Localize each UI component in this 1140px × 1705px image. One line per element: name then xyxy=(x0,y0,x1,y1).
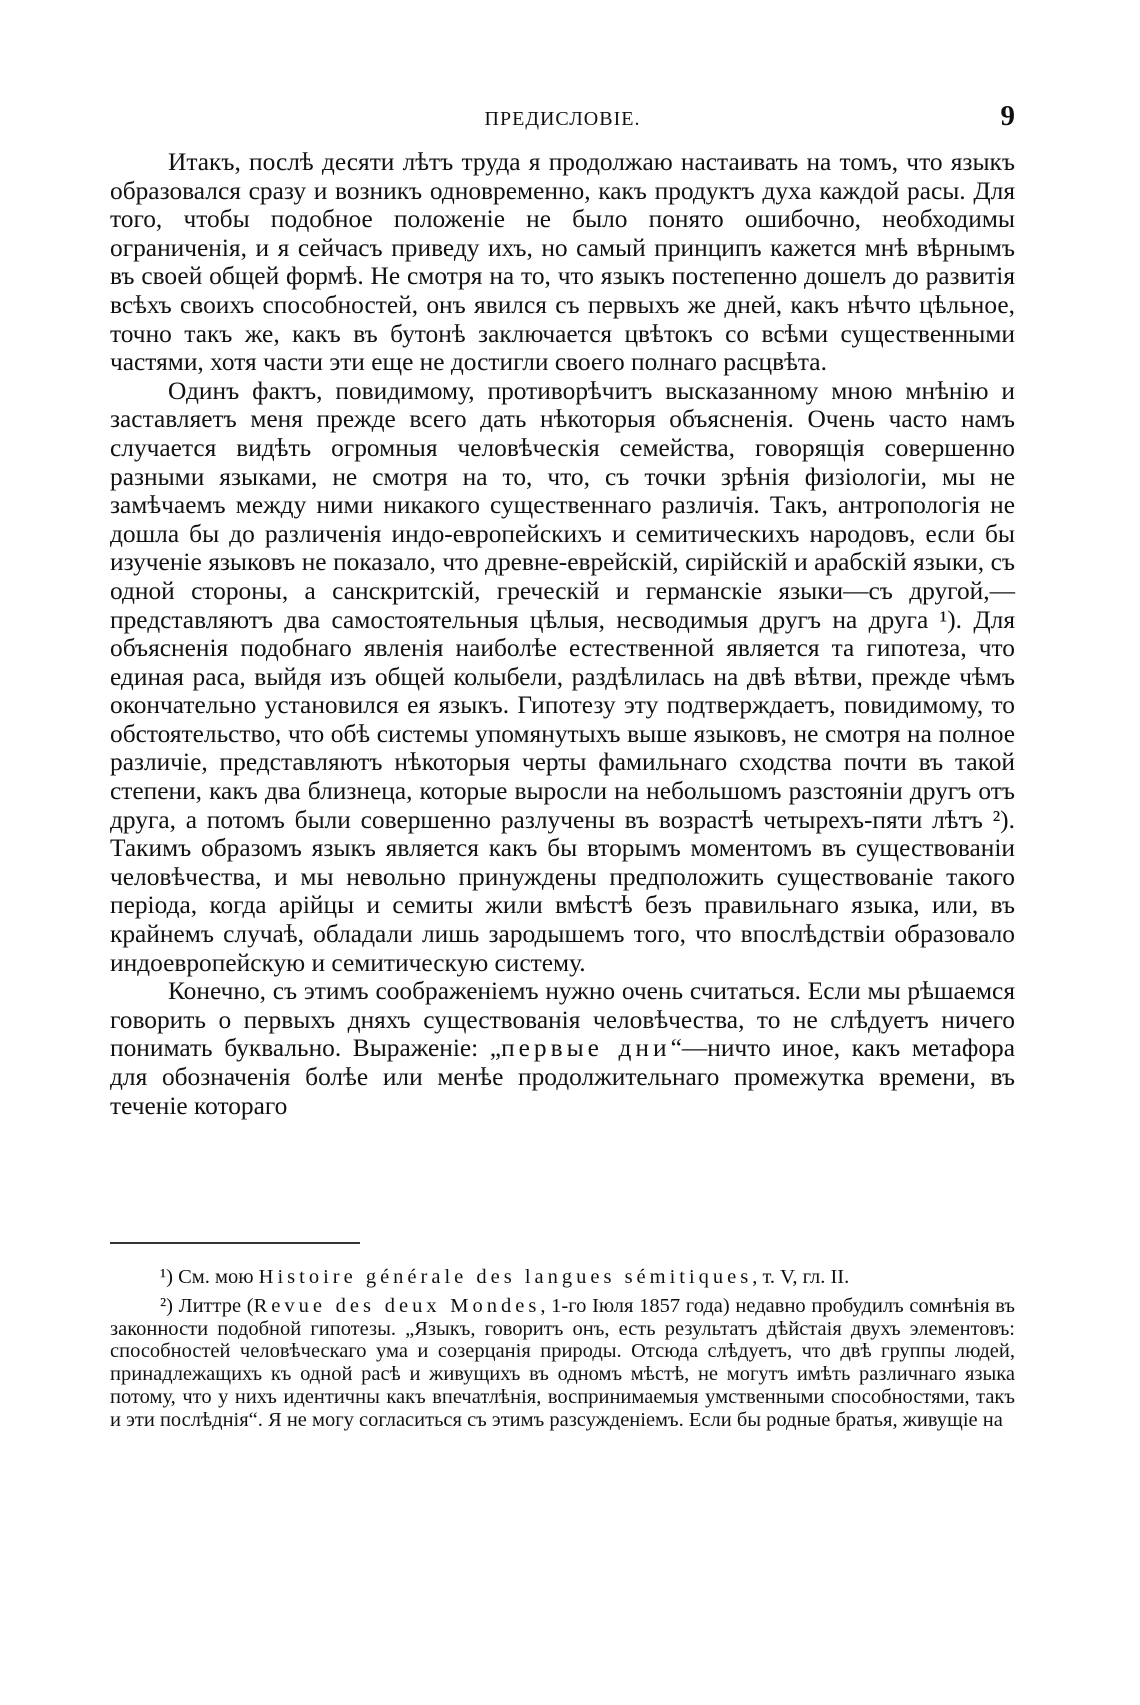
running-title: ПРЕДИСЛОВІЕ. xyxy=(484,108,641,130)
paragraph-2: Одинъ фактъ, повидимому, противорѣчитъ высказанному мною мнѣнію и заставляетъ меня прежде всего дать нѣкоторыя объясненія. Очень часто намъ случается видѣть огромныя человѣческія семейства, говорящія совершенно разными языками, не смотря на то, что, съ точки зрѣнія физіологіи, мы не замѣчаемъ между ними никакого существеннаго различія. Такъ, антропологія не дошла бы до различенія индо-европейскихъ и семитическихъ народовъ, если бы изученіе языковъ не показало, что древне-еврейскій, сирійскій и арабскій языки, съ одной стороны, а санскритскій, греческій и германскіе языки—съ другой,—представляютъ два самостоятельныя цѣлыя, несводимыя другъ на друга ¹). Для объясненія подобнаго явленія наиболѣе естественной является та гипотеза, что единая раса, выйдя изъ общей колыбели, раздѣлилась на двѣ вѣтви, прежде чѣмъ окончательно установился ея языкъ. Гипотезу эту подтверждаетъ, повидимому, то обстоятельство, что обѣ системы упомянутыхъ выше языковъ, не смотря на полное различіе, представляютъ нѣкоторыя черты фамильнаго сходства почти въ такой степени, какъ два близнеца, которые выросли на небольшомъ разстояніи другъ отъ друга, а потомъ были совершенно разлучены въ возрастѣ четырехъ-пяти лѣтъ ²). Такимъ образомъ языкъ является какъ бы вторымъ моментомъ въ существованіи человѣчества, и мы невольно принуждены предположить существованіе такого періода, когда арійцы и семиты жили вмѣстѣ безъ правильнаго языка, или, въ крайнемъ случаѣ, обладали лишь зародышемъ того, что впослѣдствіи образовало индоевропейскую и семитическую систему. xyxy=(110,376,1015,977)
paragraph-3 xyxy=(110,977,1015,1120)
paragraph-3-text-start: Конечно, съ этимъ соображеніемъ нужно очень считаться. Если мы рѣшаемся говорить о первыхъ дняхъ существованія человѣчества, то не слѣдуетъ ничего понимать буквально. Выраженіе: „ xyxy=(110,977,1015,1063)
footnote-2-text-start: ²) Литтре ( xyxy=(160,1294,254,1317)
footnote-rule xyxy=(110,1242,360,1244)
footnote-1-book-title: Histoire générale des langues sémitiques xyxy=(258,1266,753,1288)
page-number: 9 xyxy=(1000,100,1015,132)
footnote-2 xyxy=(110,1295,1015,1432)
running-head xyxy=(110,100,1015,140)
footnote-1-text-start: ¹) См. мою xyxy=(160,1266,259,1288)
footnote-2-journal-title: Revue des deux Mondes xyxy=(253,1294,541,1317)
footnote-2-text-end: , 1-го Іюля 1857 года) недавно пробудилъ сомнѣнія въ законности подобной гипотезы. „Языкъ, говоритъ онъ, есть результатъ дѣйстаія двухъ элементовъ: способностей человѣческаго ума и созерцанія природы. Отсюда слѣдуетъ, что двѣ группы людей, принадлежащихъ къ одной расѣ и живущихъ въ одномъ мѣстѣ, не могутъ имѣть различнаго языка потому, что у нихъ идентичны какъ впечатлѣнія, воспринимаемыя умственными способностями, такъ и эти послѣднія“. Я не могу согласиться съ этимъ разсужденіемъ. Если бы родные братья, живущіе на xyxy=(110,1294,1015,1431)
footnotes xyxy=(110,1266,1015,1438)
paragraph-1: Итакъ, послѣ десяти лѣтъ труда я продолжаю настаивать на томъ, что языкъ образовался сразу и возникъ одновременно, какъ продуктъ духа каждой расы. Для того, чтобы подобное положеніе не было понято ошибочно, необходимы ограниченія, и я сейчасъ приведу ихъ, но самый принципъ кажется мнѣ вѣрнымъ въ своей общей формѣ. Не смотря на то, что языкъ постепенно дошелъ до развитія всѣхъ своихъ способностей, онъ явился съ первыхъ же дней, какъ нѣчто цѣльное, точно такъ же, какъ въ бутонѣ заключается цвѣтокъ со всѣми существенными частями, хотя части эти еще не достигли своего полнаго расцвѣта. xyxy=(110,148,1015,377)
paragraph-3-text-end: “—ничто иное, какъ метафора для обозначенія болѣе или менѣе продолжительнаго промежутка времени, въ теченіе котораго xyxy=(110,1034,1016,1120)
paragraph-3-spaced-phrase: первые дни xyxy=(501,1034,671,1063)
footnote-1 xyxy=(110,1266,1015,1289)
body-text xyxy=(110,148,1015,1120)
footnote-1-text-end: , т. V, гл. II. xyxy=(752,1266,850,1288)
